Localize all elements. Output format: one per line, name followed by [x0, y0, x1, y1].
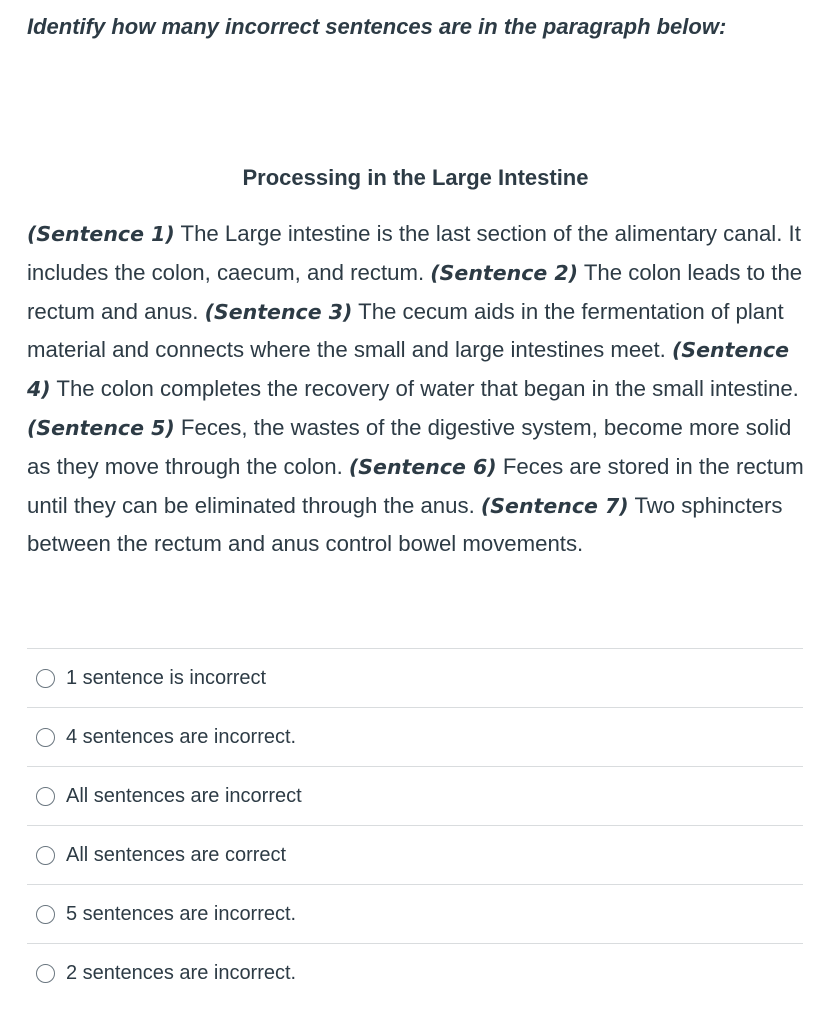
radio-button[interactable] — [36, 964, 55, 983]
sentence-tag: (Sentence 6) — [348, 454, 497, 479]
passage-paragraph — [27, 215, 812, 563]
answer-option-4[interactable] — [27, 825, 803, 884]
answer-label: 4 sentences are incorrect. — [66, 725, 297, 748]
answer-label: All sentences are incorrect — [66, 784, 302, 807]
answer-label: 2 sentences are incorrect. — [66, 961, 297, 984]
answer-option-2[interactable] — [27, 707, 803, 766]
sentence-tag: (Sentence 4) — [27, 338, 789, 402]
radio-button[interactable] — [36, 846, 55, 865]
sentence-text: The Large intestine is the last section of the alimentary canal. It includes the colon, caecum, and rectum. — [27, 221, 801, 285]
radio-button[interactable] — [36, 905, 55, 924]
sentence-text: Feces are stored in the rectum until they can be eliminated through the anus. — [27, 453, 804, 518]
answer-option-1[interactable] — [27, 648, 803, 707]
answer-option-6[interactable] — [27, 943, 803, 1002]
sentence-text: The colon leads to the rectum and anus. — [27, 259, 803, 324]
sentence-text: Two sphincters between the rectum and anus control bowel movements. — [27, 492, 783, 557]
answer-option-5[interactable] — [27, 884, 803, 943]
sentence-text: The cecum aids in the fermentation of plant material and connects where the small and large intestines meet. — [27, 298, 784, 363]
sentence-tag: (Sentence 5) — [27, 415, 175, 440]
question-text: Identify how many incorrect sentences are in the paragraph below: — [27, 14, 727, 39]
sentence-tag: (Sentence 1) — [27, 222, 175, 246]
passage-title: Processing in the Large Intestine — [242, 165, 589, 190]
answer-label: 1 sentence is incorrect — [66, 666, 267, 689]
sentence-text: Feces, the wastes of the digestive system, become more solid as they move through the colon. — [27, 414, 792, 479]
radio-button[interactable] — [36, 669, 55, 688]
answer-label: 5 sentences are incorrect. — [66, 902, 297, 925]
answer-list — [27, 648, 803, 1002]
answer-option-3[interactable] — [27, 766, 803, 825]
sentence-tag: (Sentence 7) — [480, 493, 629, 518]
radio-button[interactable] — [36, 728, 55, 747]
sentence-tag: (Sentence 3) — [204, 299, 353, 324]
radio-button[interactable] — [36, 787, 55, 806]
sentence-text: The colon completes the recovery of water that began in the small intestine. — [50, 376, 799, 402]
sentence-tag: (Sentence 2) — [430, 260, 579, 285]
answer-label: All sentences are correct — [66, 843, 287, 866]
